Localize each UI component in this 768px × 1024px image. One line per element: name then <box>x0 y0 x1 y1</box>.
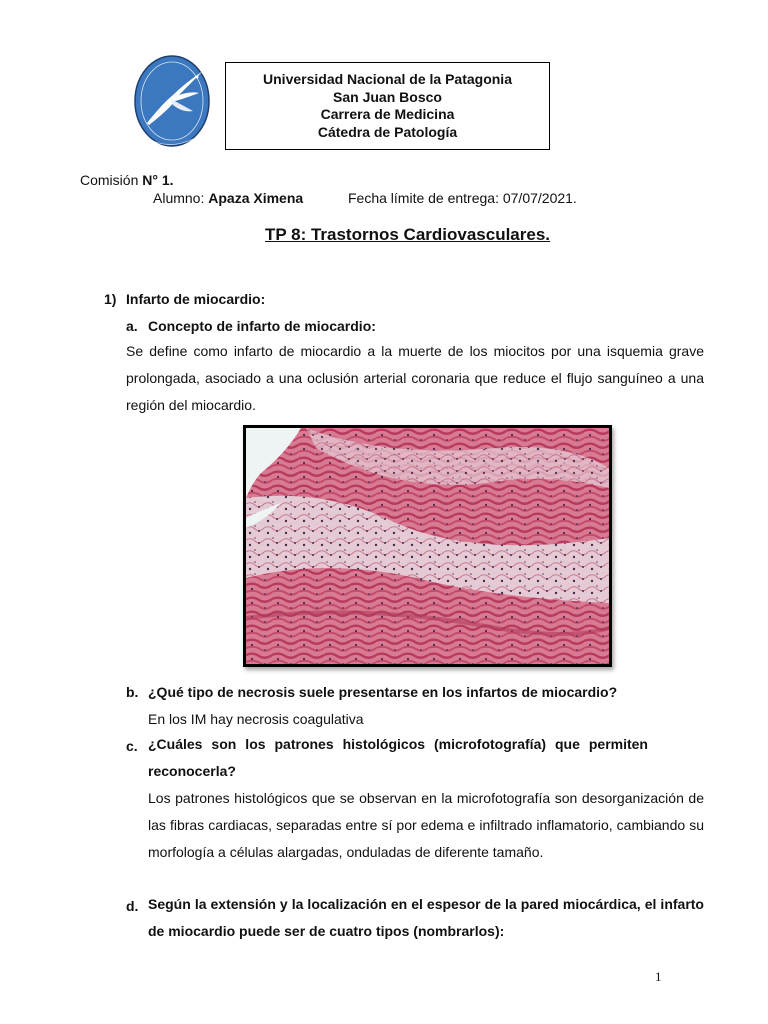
item-c-letter: c. <box>126 738 138 754</box>
item-d-letter: d. <box>126 898 139 914</box>
item-c-question: ¿Cuáles son los patrones histológicos (microfotografía) que permiten reconocerla? <box>148 736 648 779</box>
comision-value: N° 1. <box>142 172 174 188</box>
item-c-answer: Los patrones histológicos que se observan en la microfotografía son desorganización de las fibras cardiacas, separadas entre sí por edema e infiltrado inflamatorio, cambiando su morfología a células alargadas, onduladas de diferente tamaño. <box>148 790 704 860</box>
micrograph-image <box>246 428 609 664</box>
alumno-line <box>153 190 303 207</box>
department-name: Cátedra de Patología <box>317 123 458 140</box>
comision-line <box>80 172 174 189</box>
university-name: Universidad Nacional de la Patagonia <box>263 71 512 87</box>
item-d-question: Según la extensión y la localización en el espesor de la pared miocárdica, el infarto de miocardio puede ser de cuatro tipos (nombrarlos): <box>148 896 704 939</box>
page-number: 1 <box>655 969 662 984</box>
career-name: Carrera de Medicina <box>320 106 455 122</box>
item-b-question: ¿Qué tipo de necrosis suele presentarse en los infartos de miocardio? <box>148 684 618 700</box>
item-b-answer: En los IM hay necrosis coagulativa <box>148 711 364 727</box>
alumno-value: Apaza Ximena <box>208 190 304 206</box>
albatross-seal-icon <box>133 55 211 147</box>
item-a-question: Concepto de infarto de miocardio: <box>148 318 376 334</box>
university-logo <box>133 55 211 147</box>
page-title: TP 8: Trastornos Cardiovasculares. <box>264 225 551 244</box>
institution-header-box <box>225 62 550 150</box>
due-date: Fecha límite de entrega: 07/07/2021. <box>348 190 577 206</box>
histology-micrograph <box>243 425 612 667</box>
university-campus: San Juan Bosco <box>333 88 442 105</box>
item-a-letter: a. <box>126 318 138 334</box>
alumno-label: Alumno: <box>153 190 209 206</box>
section-heading: Infarto de miocardio: <box>126 291 266 307</box>
comision-label: Comisión <box>80 172 143 188</box>
section-number: 1) <box>104 291 117 307</box>
item-b-letter: b. <box>126 684 139 700</box>
item-a-answer: Se define como infarto de miocardio a la muerte de los miocitos por una isquemia grave prolongada, asociado a una oclusión arterial coronaria que reduce el flujo sanguíneo a una región del miocardio. <box>126 343 704 413</box>
